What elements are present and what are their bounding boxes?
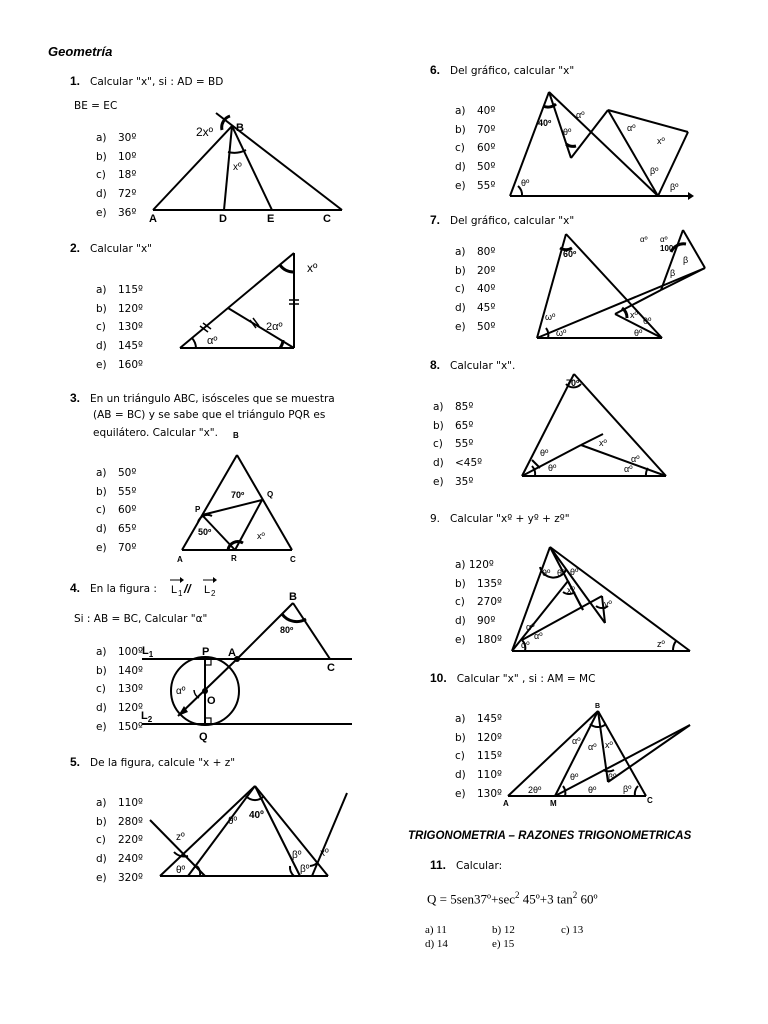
- option-a: a) 30º: [96, 132, 137, 144]
- q8-statement: 8. Calcular "x".: [430, 358, 516, 372]
- svg-text:B: B: [233, 431, 239, 440]
- svg-text:C: C: [327, 662, 335, 674]
- option-e: e) 35º: [433, 475, 474, 488]
- svg-text:L1: $L_1$: [142, 645, 154, 659]
- svg-text:αº: αº: [176, 686, 186, 697]
- svg-text:2αº: 2αº: [266, 321, 283, 333]
- svg-text:βº: βº: [292, 850, 302, 861]
- svg-text:B: B: [236, 122, 244, 134]
- svg-text:θº: θº: [542, 568, 551, 578]
- option-a: a) 50º: [96, 467, 137, 479]
- svg-text:αº: αº: [627, 123, 636, 133]
- q6-statement: 6. Del gráfico, calcular "x": [430, 63, 575, 77]
- svg-text:A: A: [149, 213, 157, 225]
- q7-statement: 7. Del gráfico, calcular "x": [430, 213, 575, 227]
- svg-text:αº: αº: [588, 742, 597, 752]
- svg-text:θº: θº: [548, 463, 557, 473]
- option-e: e) 130º: [455, 787, 502, 800]
- q3-statement-3: equilátero. Calcular "x".: [93, 427, 218, 439]
- svg-text:αº: αº: [534, 631, 543, 641]
- trig-section-title: TRIGONOMETRIA – RAZONES TRIGONOMETRICAS: [408, 830, 692, 842]
- q1-condition: BE = EC: [74, 100, 118, 112]
- svg-text:β: β: [683, 255, 689, 265]
- option-b: b) 120º: [96, 302, 143, 315]
- svg-text:B: B: [595, 703, 601, 710]
- svg-text:B: B: [289, 591, 297, 603]
- q3-statement-1: 3. En un triángulo ABC, isósceles que se muestra: [70, 391, 335, 405]
- option-b: b) 280º: [96, 815, 143, 828]
- svg-text:L2: $L_2$: [141, 710, 153, 724]
- svg-text:C: C: [290, 555, 296, 564]
- svg-text:R: R: [231, 554, 237, 563]
- option-e: e) 150º: [96, 720, 143, 733]
- option-a: a) 100º: [96, 646, 143, 658]
- option-a: a) 40º: [455, 105, 496, 117]
- svg-text://: //: [184, 582, 191, 596]
- svg-text:βº: βº: [650, 166, 659, 176]
- option-c: c) 18º: [96, 169, 137, 182]
- svg-text:αº: αº: [207, 335, 218, 347]
- q2-statement: 2. Calcular "x": [70, 241, 153, 255]
- q4-condition: Si : AB = BC, Calcular "α": [74, 613, 208, 625]
- svg-text:P: P: [195, 505, 201, 514]
- option-b: b) 10º: [96, 150, 137, 163]
- q1-statement: 1. Calcular "x", si : AD = BD: [70, 74, 224, 88]
- option-c: c) 115º: [455, 750, 502, 763]
- svg-text:100º: 100º: [660, 244, 677, 253]
- option-d: d) <45º: [433, 457, 483, 470]
- option-c: c) 60º: [455, 142, 496, 155]
- q3-statement-2: (AB = BC) y se sabe que el triángulo PQR es: [93, 409, 326, 421]
- option-c: c) 220º: [96, 834, 143, 847]
- option-b: b) 20º: [455, 264, 496, 277]
- option-d: d) 50º: [455, 161, 496, 174]
- svg-text:αº: αº: [631, 454, 640, 464]
- q10-statement: 10. Calcular "x" , si : AM = MC: [430, 671, 596, 685]
- option-e: e) 160º: [96, 358, 143, 371]
- option-d: d) 72º: [96, 188, 137, 201]
- option-e: e) 70º: [96, 541, 137, 554]
- svg-text:2: 2: [211, 589, 216, 598]
- svg-text:70º: 70º: [231, 490, 245, 500]
- svg-text:A: A: [177, 555, 183, 564]
- svg-text:θº: θº: [228, 816, 238, 827]
- option-b: b) 65º: [433, 419, 474, 432]
- svg-text:xº: xº: [257, 531, 265, 541]
- option-a: a) 115º: [96, 284, 143, 296]
- option-b: b) 120º: [455, 731, 502, 744]
- option-row-1: a) 11 b) 12 c) 13: [425, 924, 584, 936]
- svg-text:2xº: 2xº: [196, 125, 214, 139]
- svg-text:θº: θº: [570, 567, 579, 577]
- svg-text:xº: xº: [605, 740, 613, 750]
- option-b: b) 55º: [96, 485, 137, 498]
- svg-text:xº: xº: [567, 585, 575, 595]
- svg-text:αº: αº: [521, 640, 530, 650]
- svg-text:β: β: [670, 268, 676, 278]
- option-c: c) 130º: [96, 683, 143, 696]
- svg-text:ωº: ωº: [556, 328, 567, 338]
- option-d: d) 45º: [455, 302, 496, 315]
- svg-text:xº: xº: [630, 310, 638, 320]
- svg-text:xº: xº: [233, 162, 242, 173]
- q11-options: [425, 923, 583, 951]
- svg-text:αº: αº: [576, 110, 585, 120]
- svg-text:D: D: [219, 213, 227, 225]
- option-b: b) 140º: [96, 664, 143, 677]
- svg-text:C: C: [323, 213, 331, 225]
- option-d: d) 120º: [96, 702, 143, 715]
- svg-text:θº: θº: [643, 316, 652, 326]
- q4-statement: 4. En la figura :: [70, 581, 157, 595]
- svg-text:A: A: [503, 799, 509, 808]
- svg-text:60º: 60º: [563, 249, 577, 259]
- svg-text:L: L: [204, 584, 211, 596]
- option-a: a) 80º: [455, 246, 496, 258]
- q11-formula: $Q = 5sen37º+\sec^2$ 45º+3 $\tan^2$ 60º: [427, 890, 598, 907]
- option-b: b) 135º: [455, 577, 502, 590]
- svg-text:70º: 70º: [566, 378, 580, 388]
- svg-text:xº: xº: [599, 438, 607, 448]
- option-c: c) 55º: [433, 438, 474, 451]
- option-d: d) 240º: [96, 853, 143, 866]
- svg-text:A: A: [228, 647, 236, 659]
- option-e: e) 55º: [455, 179, 496, 192]
- svg-text:αº: αº: [640, 235, 648, 244]
- svg-text:zº: zº: [657, 639, 665, 649]
- left-section-title: Geometría: [48, 44, 113, 59]
- svg-text:C: C: [647, 796, 653, 805]
- option-d: d) 145º: [96, 340, 143, 353]
- svg-text:θº: θº: [563, 127, 572, 137]
- option-c: c) 270º: [455, 596, 502, 609]
- q9-statement: 9. Calcular "xº + yº + zº": [430, 513, 570, 525]
- option-d: d) 65º: [96, 523, 137, 536]
- svg-text:βº: βº: [608, 772, 617, 782]
- option-d: d) 110º: [455, 769, 502, 782]
- option-a: a) 120º: [455, 559, 494, 571]
- svg-text:αº: αº: [526, 622, 535, 632]
- option-c: c) 40º: [455, 283, 496, 296]
- svg-text:xº: xº: [307, 261, 318, 275]
- svg-text:zº: zº: [176, 832, 185, 843]
- svg-text:αº: αº: [624, 464, 633, 474]
- svg-text:L: L: [171, 584, 178, 596]
- option-a: a) 110º: [96, 797, 143, 809]
- option-e: e) 50º: [455, 320, 496, 333]
- svg-text:1: 1: [178, 589, 183, 598]
- svg-text:xº: xº: [320, 848, 329, 859]
- svg-text:M: M: [550, 799, 557, 808]
- svg-text:40º: 40º: [249, 810, 264, 821]
- option-e: e) 180º: [455, 633, 502, 646]
- svg-text:yº: yº: [604, 599, 612, 609]
- svg-text:ωº: ωº: [545, 312, 556, 322]
- option-c: c) 60º: [96, 504, 137, 517]
- svg-text:E: E: [267, 213, 275, 225]
- option-c: c) 130º: [96, 321, 143, 334]
- svg-text:Q: Q: [199, 731, 208, 743]
- option-b: b) 70º: [455, 123, 496, 136]
- svg-text:50º: 50º: [198, 527, 212, 537]
- option-d: d) 90º: [455, 615, 496, 628]
- svg-text:θº: θº: [570, 772, 579, 782]
- svg-text:αº: αº: [572, 736, 581, 746]
- option-e: e) 320º: [96, 871, 143, 884]
- option-row-2: d) 14 e) 15: [425, 938, 515, 950]
- svg-text:θº: θº: [176, 865, 186, 876]
- svg-text:Q: Q: [267, 490, 274, 499]
- svg-text:80º: 80º: [280, 625, 294, 635]
- option-e: e) 36º: [96, 206, 137, 219]
- svg-text:βº: βº: [670, 182, 679, 192]
- svg-text:βº: βº: [623, 784, 632, 794]
- svg-text:xº: xº: [657, 136, 665, 146]
- svg-text:θº: θº: [521, 178, 530, 188]
- svg-text:θº: θº: [540, 448, 549, 458]
- svg-text:θº: θº: [588, 785, 597, 795]
- option-a: a) 85º: [433, 401, 474, 413]
- svg-text:αº: αº: [660, 235, 668, 244]
- q11-statement: 11. Calcular:: [430, 858, 503, 872]
- svg-text:40º: 40º: [538, 118, 552, 128]
- q5-statement: 5. De la figura, calcule "x + z": [70, 755, 236, 769]
- svg-text:P: P: [202, 646, 210, 658]
- svg-text:θº: θº: [557, 568, 566, 578]
- svg-text:βº: βº: [300, 864, 310, 875]
- svg-text:θº: θº: [634, 328, 643, 338]
- svg-text:O: O: [207, 695, 216, 707]
- option-a: a) 145º: [455, 713, 502, 725]
- svg-text:2θº: 2θº: [528, 785, 542, 795]
